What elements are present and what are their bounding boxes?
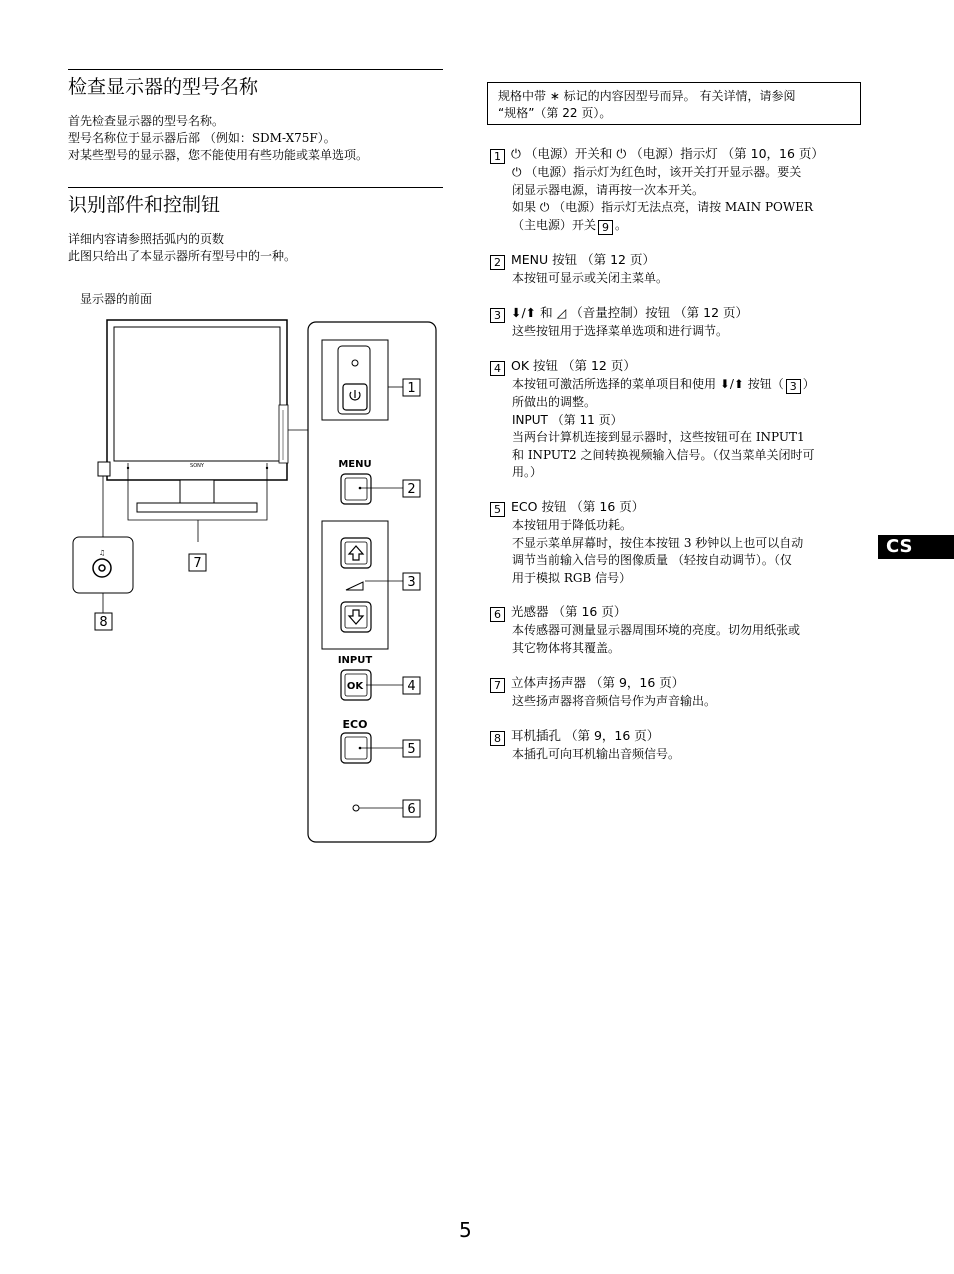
item-number: 1 bbox=[490, 149, 505, 164]
section1-top-rule bbox=[68, 69, 443, 70]
item-desc-line: 其它物体将其覆盖。 bbox=[512, 640, 621, 655]
item-number: 7 bbox=[490, 678, 505, 693]
item-desc-line: 本插孔可向耳机输出音频信号。 bbox=[512, 747, 681, 761]
item-desc-line: 当两台计算机连接到显示器时，这些按钮可在 INPUT1 bbox=[512, 430, 805, 444]
callout-3 bbox=[403, 573, 420, 590]
item-3 bbox=[490, 304, 870, 341]
item-desc-line: （主电源）开关 bbox=[512, 217, 597, 232]
ok-label: OK bbox=[346, 681, 364, 692]
item-desc-line: 所做出的调整。 bbox=[512, 395, 597, 409]
eco-label: ECO bbox=[342, 718, 368, 731]
input-label: INPUT bbox=[337, 655, 373, 666]
section2-line: 详细内容请参照括弧内的页数 bbox=[68, 232, 225, 246]
item-number: 8 bbox=[490, 731, 505, 746]
item-desc-line: 本按钮用于降低功耗。 bbox=[512, 518, 633, 532]
section2-top-rule bbox=[68, 187, 443, 188]
item-title: MENU 按钮 （第 12 页） bbox=[511, 252, 655, 267]
item-desc-line: 这些扬声器将音频信号作为声音输出。 bbox=[512, 694, 717, 708]
language-tab: CS bbox=[878, 535, 954, 559]
section1-body bbox=[68, 113, 368, 164]
svg-text:3: 3 bbox=[407, 575, 416, 590]
svg-text:8: 8 bbox=[99, 615, 108, 630]
section1-title: 检查显示器的型号名称 bbox=[68, 76, 259, 98]
item-number: 5 bbox=[490, 502, 505, 517]
note-line: “规格”（第 22 页）。 bbox=[498, 106, 612, 120]
monitor-front-diagram bbox=[60, 310, 450, 850]
item-title: OK 按钮 （第 12 页） bbox=[511, 358, 636, 373]
item-subtitle: INPUT （第 11 页） bbox=[512, 412, 623, 427]
item-title: ECO 按钮 （第 16 页） bbox=[511, 499, 645, 514]
section2-line: 此图只给出了本显示器所有型号中的一种。 bbox=[68, 249, 297, 263]
section2-body bbox=[68, 231, 296, 265]
callout-5 bbox=[403, 740, 420, 757]
spec-note-box bbox=[487, 82, 861, 125]
svg-text:5: 5 bbox=[407, 742, 416, 757]
item-title: 光感器 （第 16 页） bbox=[511, 604, 627, 619]
item-number: 6 bbox=[490, 607, 505, 622]
svg-text:6: 6 bbox=[407, 802, 416, 817]
item-4 bbox=[490, 357, 870, 482]
item-desc-end: ） bbox=[802, 377, 815, 391]
callout-4 bbox=[403, 677, 420, 694]
section1-line: 首先检查显示器的型号名称。 bbox=[68, 114, 225, 128]
svg-text:2: 2 bbox=[407, 482, 416, 497]
callout-8 bbox=[95, 593, 112, 630]
svg-text:7: 7 bbox=[193, 556, 202, 571]
item-desc-end: 。 bbox=[615, 217, 628, 232]
item-desc-line: 本按钮可激活所选择的菜单项目和使用 ⬇/⬆ 按钮（ bbox=[512, 377, 784, 391]
item-number: 3 bbox=[490, 308, 505, 323]
item-number: 2 bbox=[490, 255, 505, 270]
item-8 bbox=[490, 727, 870, 764]
item-desc-line: ⏻ （电源）指示灯为红色时，该开关打开显示器。要关 bbox=[512, 165, 802, 179]
monitor-illustration bbox=[73, 320, 308, 593]
item-title: 立体声扬声器 （第 9，16 页） bbox=[511, 675, 685, 690]
item-desc-line: 用于模拟 RGB 信号） bbox=[512, 570, 632, 585]
power-indicator-icon bbox=[352, 360, 358, 366]
item-desc-line: 和 INPUT2 之间转换视频输入信号。（仅当菜单关闭时可 bbox=[512, 447, 815, 462]
item-desc-line: 用。） bbox=[512, 465, 543, 479]
item-desc-line: 调节当前输入信号的图像质量 （轻按自动调节）。（仅 bbox=[512, 553, 792, 567]
item-5 bbox=[490, 498, 870, 587]
item-title: 耳机插孔 （第 9，16 页） bbox=[511, 728, 660, 743]
figure-caption: 显示器的前面 bbox=[80, 292, 153, 306]
svg-text:1: 1 bbox=[407, 381, 416, 396]
svg-text:4: 4 bbox=[407, 679, 416, 694]
menu-label: MENU bbox=[338, 459, 372, 470]
section2-title: 识别部件和控制钮 bbox=[68, 194, 221, 216]
ref-number: 9 bbox=[598, 220, 613, 235]
item-title: ⏻ （电源）开关和 ⏻ （电源）指示灯 （第 10，16 页） bbox=[511, 146, 824, 161]
item-number: 4 bbox=[490, 361, 505, 376]
note-line: 规格中带 ∗ 标记的内容因型号而异。 有关详情，请参阅 bbox=[498, 89, 796, 103]
item-desc-line: 这些按钮用于选择菜单选项和进行调节。 bbox=[512, 324, 729, 338]
brand-logo: SONY bbox=[190, 463, 204, 469]
item-desc-line: 不显示菜单屏幕时，按住本按钮 3 秒钟以上也可以自动 bbox=[512, 535, 804, 550]
callout-1 bbox=[403, 379, 420, 396]
callout-2 bbox=[403, 480, 420, 497]
section1-line: 型号名称位于显示器后部 （例如：SDM-X75F）。 bbox=[68, 131, 336, 145]
light-sensor-icon bbox=[353, 805, 359, 811]
item-1 bbox=[490, 145, 870, 235]
ref-number: 3 bbox=[786, 379, 801, 394]
item-2 bbox=[490, 251, 870, 288]
item-6 bbox=[490, 603, 870, 657]
item-desc-line: 闭显示器电源，请再按一次本开关。 bbox=[512, 182, 705, 197]
page-number: 5 bbox=[459, 1218, 472, 1242]
callout-7 bbox=[189, 554, 206, 571]
item-7 bbox=[490, 674, 870, 711]
item-desc-line: 本按钮可显示或关闭主菜单。 bbox=[512, 271, 669, 285]
svg-text:♫: ♫ bbox=[99, 549, 106, 557]
item-desc-line: 如果 ⏻ （电源）指示灯无法点亮，请按 MAIN POWER bbox=[512, 200, 813, 214]
item-desc-line: 本传感器可测量显示器周围环境的亮度。切勿用纸张或 bbox=[512, 623, 801, 637]
section1-line: 对某些型号的显示器，您不能使用有些功能或菜单选项。 bbox=[68, 148, 369, 162]
callout-6 bbox=[403, 800, 420, 817]
item-title: ⬇/⬆ 和 ◿ （音量控制）按钮 （第 12 页） bbox=[511, 305, 749, 320]
